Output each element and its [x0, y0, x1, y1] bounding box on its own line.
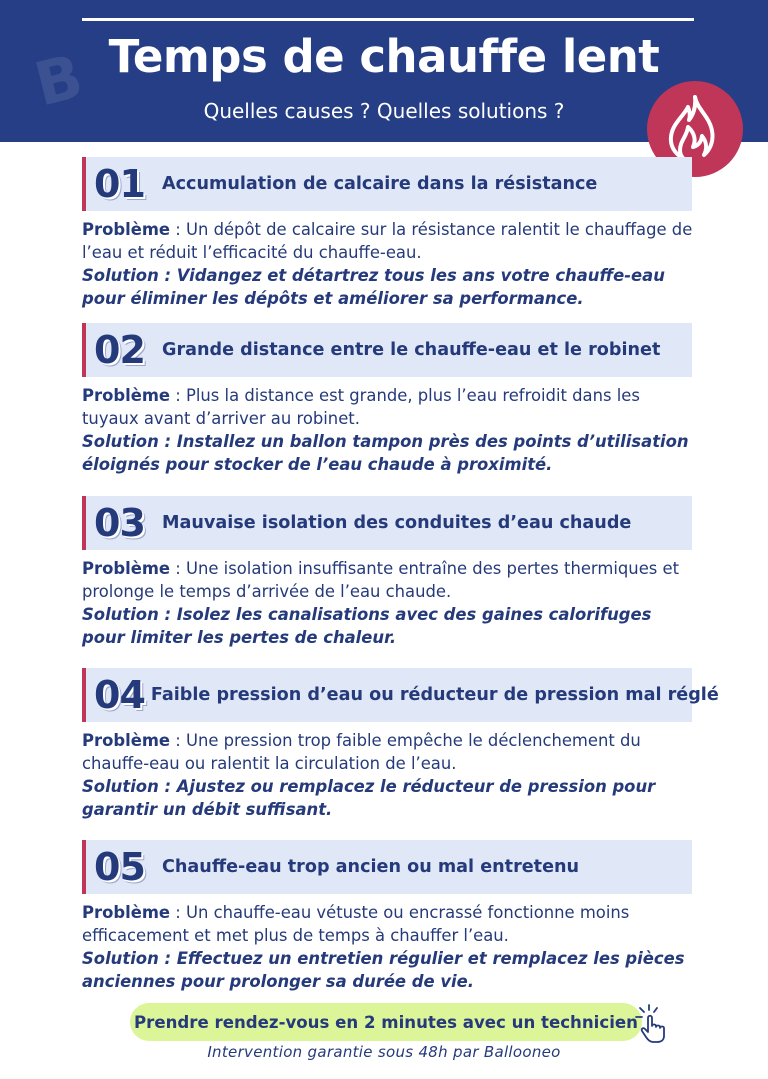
section-title: Chauffe-eau trop ancien ou mal entretenu — [162, 857, 580, 877]
section-number: 03 — [94, 501, 145, 545]
section-header — [82, 668, 719, 722]
problem-text: : Plus la distance est grande, plus l’eau refroidit dans les tuyaux avant d’arriver au robinet. — [82, 386, 640, 428]
section-body — [82, 218, 694, 310]
solution-text: Solution : Installez un ballon tampon près des points d’utilisation éloignés pour stocker de l’eau chaude à proximité. — [82, 432, 689, 474]
pointing-hand-click-icon — [634, 1004, 676, 1044]
problem-label: Problème — [82, 220, 171, 239]
book-technician-button[interactable]: Prendre rendez-vous en 2 minutes avec un technicien — [130, 1003, 642, 1041]
problem-label: Problème — [82, 731, 171, 750]
problem-label: Problème — [82, 386, 171, 405]
cause-section-04 — [82, 668, 719, 821]
solution-text: Solution : Isolez les canalisations avec des gaines calorifuges pour limiter les pertes de chaleur. — [82, 605, 652, 647]
watermark-logo: B — [28, 41, 90, 121]
cause-section-03 — [82, 496, 692, 649]
guarantee-footnote: Intervention garantie sous 48h par Ballooneo — [207, 1043, 561, 1061]
problem-label: Problème — [82, 903, 171, 922]
section-title: Faible pression d’eau ou réducteur de pression mal réglé — [150, 685, 719, 705]
page-subtitle: Quelles causes ? Quelles solutions ? — [203, 99, 565, 123]
problem-text: : Un dépôt de calcaire sur la résistance ralentit le chauffage de l’eau et réduit l’efficacité du chauffe-eau. — [82, 220, 693, 262]
cause-section-02 — [82, 323, 692, 476]
problem-text: : Un chauffe-eau vétuste ou encrassé fonctionne moins efficacement et met plus de temps à chauffer l’eau. — [82, 903, 630, 945]
problem-text: : Une isolation insuffisante entraîne des pertes thermiques et prolonge le temps d’arrivée de l’eau chaude. — [82, 559, 680, 601]
solution-text: Solution : Ajustez ou remplacez le réducteur de pression pour garantir un débit suffisant. — [82, 777, 656, 819]
problem-label: Problème — [82, 559, 171, 578]
cause-section-05 — [82, 840, 692, 993]
section-number: 02 — [94, 328, 145, 372]
flame-icon — [666, 95, 724, 163]
section-header — [82, 323, 692, 377]
section-number: 04 — [94, 673, 145, 717]
solution-text: Solution : Vidangez et détartrez tous les ans votre chauffe-eau pour éliminer les dépôts et améliorer sa performance. — [82, 266, 665, 308]
section-number: 01 — [94, 162, 145, 206]
section-body — [82, 729, 694, 821]
page-title: Temps de chauffe lent — [108, 30, 660, 83]
section-body — [82, 901, 694, 993]
section-header — [82, 840, 692, 894]
section-title: Mauvaise isolation des conduites d’eau chaude — [162, 513, 632, 533]
section-header — [82, 496, 692, 550]
section-title: Grande distance entre le chauffe-eau et le robinet — [162, 340, 661, 360]
section-header — [82, 157, 692, 211]
section-title: Accumulation de calcaire dans la résistance — [162, 174, 598, 194]
section-body — [82, 557, 694, 649]
solution-text: Solution : Effectuez un entretien régulier et remplacez les pièces anciennes pour prolonger sa durée de vie. — [82, 949, 685, 991]
cause-section-01 — [82, 157, 692, 310]
section-number: 05 — [94, 845, 145, 889]
problem-text: : Une pression trop faible empêche le déclenchement du chauffe-eau ou ralentit la circulation de l’eau. — [82, 731, 641, 773]
section-body — [82, 384, 694, 476]
header-divider — [82, 18, 694, 21]
